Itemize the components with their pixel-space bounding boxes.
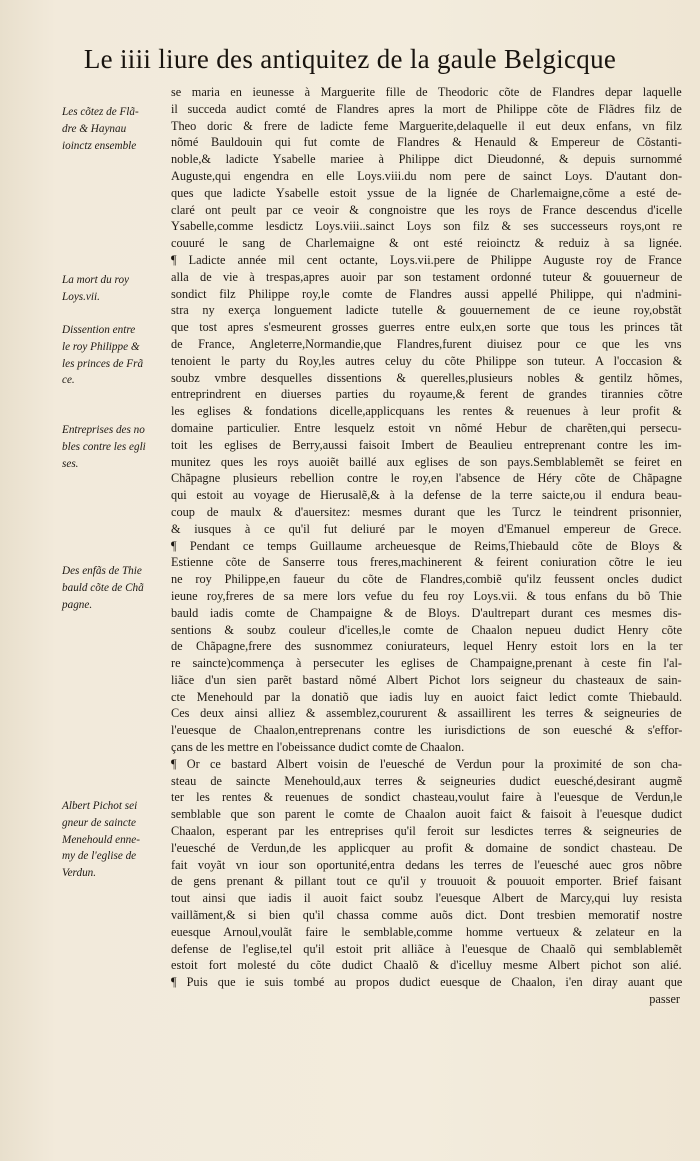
text-line: Chaalon, esperant par les entreprises qu'il feroit sur lesdictes terres & seigneuries de bbox=[171, 824, 682, 839]
text-line: vaillãment,& si bien qu'il chassa comme auõs dict. Dont tresbien memoratif nostre bbox=[171, 908, 683, 923]
text-line: nõmé Bauldouin qui fut comte de Flandres & Henauld & Empereur de Cõstanti- bbox=[171, 135, 682, 150]
margin-note-line: les princes de Frã bbox=[62, 357, 144, 370]
text-line: toit les eglises de Berry,aussi faisoit Imbert de Beaulieu entreprenant contre les im- bbox=[171, 437, 682, 452]
text-line: coup de maulx & d'auersitez: mesmes durant que les Turcz le teindrent prisonnier, bbox=[171, 504, 682, 519]
text-line: Chãpagne plusieurs rebellion contre le roy,en l'absence de Héry cõte de Chãpagne bbox=[171, 471, 682, 486]
text-line: re saincte)commença à persecuter les eglises de Champaigne,prenant à ceste fin l'al- bbox=[171, 656, 682, 671]
text-line: de gens prenant & pillant tout ce qu'il y trouuoit & pouuoit emporter. Brief faisant bbox=[171, 874, 682, 889]
catchword: passer bbox=[649, 992, 680, 1007]
text-line: ter les rentes & reuenues de sondict chasteau,voulut faire à l'euesque de Verdun,le bbox=[171, 790, 683, 805]
text-line: Auguste,qui engendra en elle Loys.viii.du nom pere de sainct Loys. D'autant don- bbox=[171, 168, 683, 183]
text-line: semblable que son parent le comte de Chaalon auoit faict & faisoit à l'euesque dudict bbox=[171, 807, 683, 822]
text-line: cte Menehould par la donatiõ que iadis luy en auoict faict ledict comte Thiebauld. bbox=[171, 689, 683, 704]
text-line: çans de les mettre en l'obeissance dudict comte de Chaalon. bbox=[171, 740, 465, 755]
body-text bbox=[171, 84, 684, 1008]
margin-note-line: ses. bbox=[62, 457, 79, 470]
text-line: l'euesque de Chaalon,entreprenans contre les iurisdictions de son euesché & s'effor- bbox=[171, 723, 683, 738]
text-line: ne roy Philippe,en faueur du cõte de Flandres,combiẽ qu'ilz feussent oncles dudict bbox=[171, 572, 683, 587]
text-line: sentions & soubz couleur d'icelles,le comte de Chaalon nepueu dudict Henry cõte bbox=[171, 622, 683, 637]
text-line: ¶ Or ce bastard Albert voisin de l'euesché de Verdun pour la proximité de son cha- bbox=[171, 756, 683, 771]
text-line: Ysabelle,comme lesdictz Loys.viii..sainct Loys son filz & ses successeurs roys,ont re bbox=[171, 219, 683, 234]
margin-note bbox=[62, 422, 172, 472]
text-line: de France, Angleterre,Normandie,que Flandres,furent diuisez pour ce que les vns bbox=[171, 336, 682, 351]
text-line: se maria en ieunesse à Marguerite fille de Theodoric cõte de Flandres depar laquelle bbox=[171, 85, 682, 99]
margin-note-line: le roy Philippe & bbox=[62, 340, 140, 353]
text-line: euesque Arnoul,voulãt faire le semblable,comme homme vertueux & zelateur en la bbox=[171, 924, 682, 939]
text-line: couuré le sang de Charlemaigne & ont esté reioinctz & reduiz à sa lignée. bbox=[171, 236, 682, 251]
text-line: Ces deux ainsi alliez & assemblez,coururent & assaillirent les terres & seigneuries de bbox=[171, 706, 682, 721]
text-line: domaine particulier. Entre lesquelz estoit vn nõmé Hebur de charẽten,qui persecu- bbox=[171, 420, 682, 435]
margin-note bbox=[62, 563, 172, 613]
text-line: entreprindrent en diuerses parties du royaume,& ferent de grandes tirannies cõtre bbox=[171, 387, 683, 402]
text-line: liãce d'un sien parẽt bastard nõmé Albert Pichot lors seigneur du chasteaux de sain- bbox=[171, 672, 682, 687]
text-line: & iusques à ce qu'il fut deliuré par le moyen d'Emanuel empereur de Grece. bbox=[171, 521, 682, 536]
text-line: claré ont peult par ce veoir & congnoistre que les roys de France descendus d'icelle bbox=[171, 202, 683, 217]
text-line: soubz vmbre desquelles dissentions & querelles,plusieurs nobles & gentilz hõmes, bbox=[171, 370, 683, 385]
text-line: defense de l'eglise,tel qu'il estoit prit alliãce à l'euesque de Chaalõ qui semblablemẽt bbox=[171, 941, 683, 956]
margin-note bbox=[62, 272, 172, 306]
text-line: de Chãpagne,frere des susnommez coniurateurs, lequel Henry estoit lors en la ter bbox=[171, 639, 683, 654]
margin-note-line: gneur de saincte bbox=[62, 816, 136, 829]
text-line: ¶ Puis que ie suis tombé au propos dudict euesque de Chaalon, i'en diray auant que bbox=[171, 975, 683, 990]
text-line: que tost apres s'esmeurent grosses guerres entre eulx,en sorte que tous les princes tãt bbox=[171, 320, 683, 335]
text-line: l'euesché de Verdun,de les applicquer au profit & domaine de sondict chasteau. De bbox=[171, 840, 683, 855]
text-line: bauld iadis comte de Champaigne & de Bloys. D'aultrepart durant ces mesmes dis- bbox=[171, 605, 682, 620]
text-line: qui estoit au voyage de Hierusalẽ,& à la defense de la terre saicte,ou il endura beau- bbox=[171, 488, 682, 503]
margin-note-line: ioinctz ensemble bbox=[62, 139, 137, 152]
margin-note bbox=[62, 322, 172, 389]
text-line: munitez ques les roys auoiẽt baillé aux eglises de son pays.Semblablemẽt se feiret en bbox=[171, 454, 682, 469]
margin-note-line: my de l'eglise de bbox=[62, 850, 137, 863]
margin-note-line: pagne. bbox=[62, 598, 93, 611]
margin-note-line: Les cõtez de Flã- bbox=[62, 106, 139, 118]
margin-note-line: La mort du roy bbox=[62, 274, 130, 286]
text-line: noble,& ladicte Ysabelle mariee à Philippe dict Dieudonné, & depuis surnommé bbox=[171, 152, 682, 167]
text-line: steau de saincte Menehould,aux terres & seigneuries dudict euesché,desirant augmẽ bbox=[171, 773, 683, 788]
margin-note-line: Albert Pichot sei bbox=[62, 800, 138, 812]
text-line: ques que ladicte Ysabelle estoit yssue de la lignée de Charlemaigne,cõme a esté de- bbox=[171, 185, 682, 200]
margin-note-line: Verdun. bbox=[62, 867, 97, 880]
margin-note bbox=[62, 104, 172, 154]
text-line: fait voyãt vn iour son oportunité,entra dedans les terres de l'euesché auec gros nõbre bbox=[171, 857, 683, 872]
margin-note-line: Des enfãs de Thie bbox=[62, 565, 142, 577]
running-header: Le iiii liure des antiquitez de la gaule Belgicque bbox=[83, 44, 617, 74]
text-line: ieune roy,freres de sa mere lors vefue du feu roy Loys.vii. & tous enfans du bõ Thie bbox=[171, 588, 682, 603]
margin-note-line: bauld cõte de Chã bbox=[62, 581, 144, 594]
text-line: alla de vie à trespas,apres auoir par son testament ordonné tuteur & gouuerneur de bbox=[171, 269, 683, 284]
margin-note-line: bles contre les egli bbox=[62, 440, 146, 453]
margin-note-line: Entreprises des no bbox=[62, 424, 145, 436]
margin-note-line: Menehould enne- bbox=[62, 833, 140, 846]
margin-note-line: Dissention entre bbox=[62, 324, 136, 336]
text-line: tout ainsi que iadis il auoit faict soubz l'euesque Albert de Marcy,qui luy resista bbox=[171, 891, 683, 906]
margin-note bbox=[62, 798, 172, 882]
margin-note-line: dre & Haynau bbox=[62, 122, 127, 135]
text-line: ¶ Pendant ce temps Guillaume archeuesque de Reims,Thiebauld cõte de Bloys & bbox=[171, 538, 683, 553]
text-line: stra ny exerça longuement ladicte tutelle & gouuernement de ce ieune roy,obstãt bbox=[171, 303, 682, 318]
margin-note-line: ce. bbox=[62, 374, 75, 387]
text-line: Theo doric & frere de ladicte feme Marguerite,delaquelle il eut deux enfans, vn filz bbox=[171, 118, 682, 133]
text-line: les eglises & fondations dicelle,applicquans les rentes & reuenues à leur profit & bbox=[171, 404, 682, 419]
text-line: tenoient le party du Roy,les autres celuy du cõte Philippe son tuteur. A l'occasion & bbox=[171, 353, 683, 368]
text-line: ¶ Ladicte année mil cent octante, Loys.vii.pere de Philippe Auguste roy de France bbox=[171, 252, 682, 267]
text-line: il succeda audict comté de Flandres apres la mort de Philippe cõte de Flãdres filz de bbox=[171, 101, 682, 116]
text-line: Estienne cõte de Sanserre tous freres,machinerent & feirent coniuration cõtre le ieu bbox=[171, 555, 683, 570]
text-line: sondict filz Philippe roy,le comte de Flandres aussi appellé Philippe, qui n'admini- bbox=[171, 286, 682, 301]
text-line: estoit fort molesté du cõte dudict Chaalõ & d'icelluy mesme Albert pichot son alié. bbox=[171, 958, 682, 973]
margin-note-line: Loys.vii. bbox=[62, 290, 100, 303]
